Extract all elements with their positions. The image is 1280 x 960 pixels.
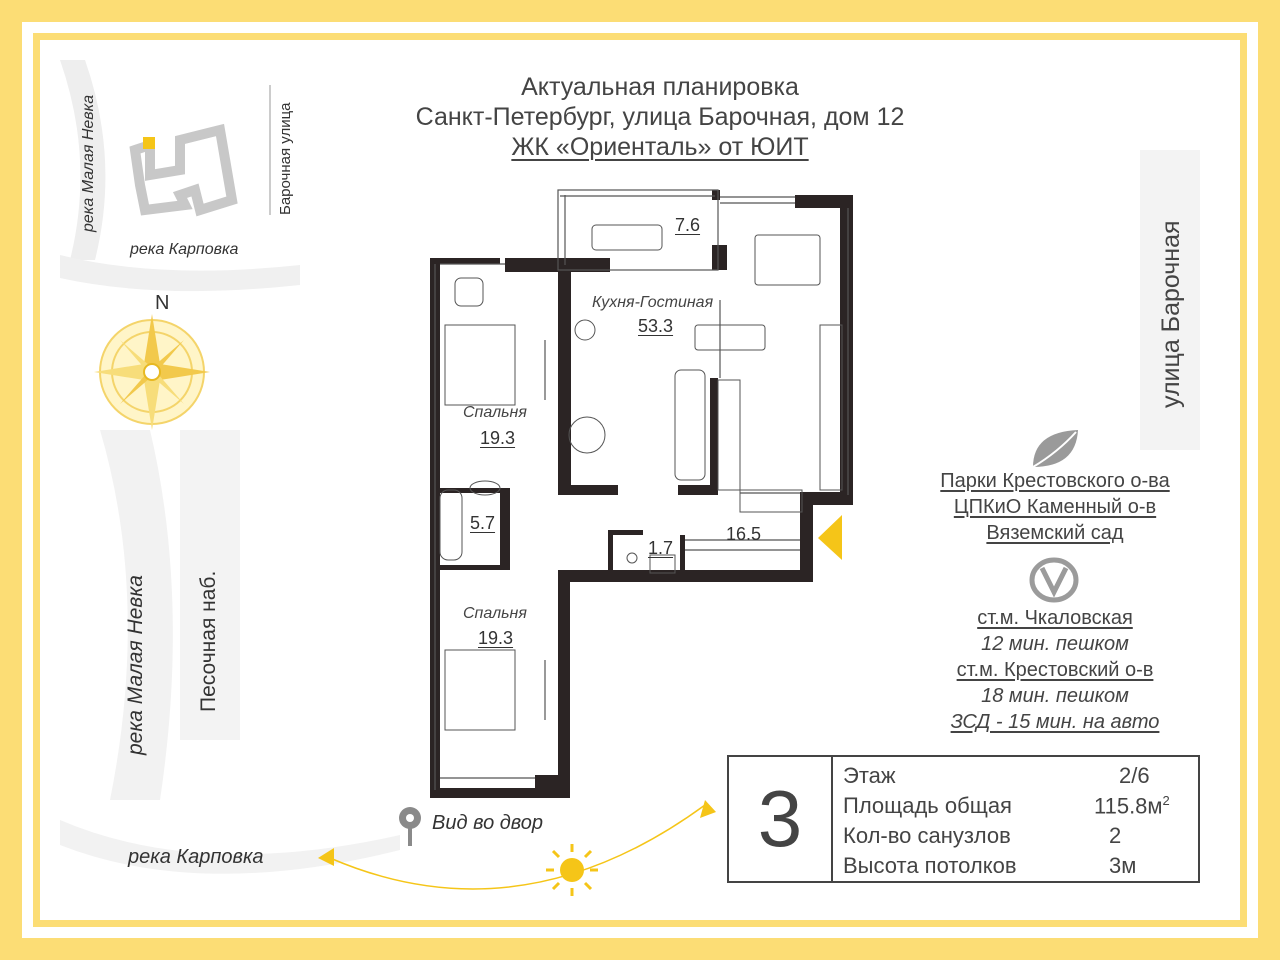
info-area-sup: 2 bbox=[1162, 793, 1170, 808]
info-height-label: Высота потолков bbox=[843, 853, 1017, 878]
room-bedroom2-area: 19.3 bbox=[478, 628, 514, 648]
label-courtyard-view: Вид во двор bbox=[432, 812, 544, 834]
sun-path-arrow-right bbox=[700, 800, 716, 818]
header-line1: Актуальная планировка bbox=[521, 73, 799, 101]
bed1-icon bbox=[445, 325, 515, 405]
info-floor-value: 2/6 bbox=[1119, 763, 1150, 788]
room-bedroom1-name: Спальня bbox=[463, 404, 527, 421]
location-pin-icon bbox=[399, 807, 421, 846]
entrance-arrow-icon bbox=[818, 515, 842, 560]
poi-metro1-time: 12 мин. пешком bbox=[981, 633, 1129, 655]
room-kitchen-name: Кухня-Гостиная bbox=[592, 294, 714, 311]
living-sofa-icon bbox=[675, 370, 705, 480]
header-line2: Санкт-Петербург, улица Барочная, дом 12 bbox=[415, 103, 905, 131]
river-shape-karpovka bbox=[60, 255, 300, 291]
info-bath-label: Кол-во санузлов bbox=[843, 823, 1011, 848]
poi-list bbox=[895, 468, 1215, 546]
poi-metro1: ст.м. Чкаловская bbox=[977, 607, 1133, 629]
label-barochnaya-big: улица Барочная bbox=[1157, 220, 1185, 408]
info-bath-value: 2 bbox=[1109, 823, 1122, 848]
info-divider bbox=[831, 757, 833, 881]
room-bedroom1-area: 19.3 bbox=[480, 428, 516, 448]
poi-metro-list bbox=[895, 605, 1215, 735]
kitchen-cabinet-icon bbox=[718, 380, 740, 490]
round-table-icon bbox=[569, 417, 605, 453]
building-marker bbox=[143, 137, 155, 149]
info-area-label: Площадь общая bbox=[843, 793, 1012, 818]
room-bath-area: 5.7 bbox=[470, 513, 496, 533]
label-barochnaya-small: Барочная улица bbox=[277, 102, 294, 215]
rooms-count: 3 bbox=[757, 774, 803, 863]
label-river-malaya-nevka-left: река Малая Невка bbox=[124, 575, 147, 755]
compass-north-label: N bbox=[155, 292, 170, 314]
poi-park3: Вяземский сад bbox=[986, 522, 1124, 544]
room-kitchen-area: 53.3 bbox=[638, 316, 674, 336]
dining-table-icon bbox=[755, 235, 820, 285]
sun-icon bbox=[546, 844, 598, 896]
balcony-sofa-icon bbox=[592, 225, 662, 250]
metro-icon bbox=[1032, 560, 1076, 600]
label-river-karpovka-bottom: река Карповка bbox=[128, 846, 264, 868]
compass-icon bbox=[94, 314, 210, 430]
room-balcony-area: 7.6 bbox=[675, 215, 701, 235]
leaf-icon bbox=[1033, 430, 1078, 467]
label-embankment: Песочная наб. bbox=[197, 570, 220, 712]
bed2-icon bbox=[445, 650, 515, 730]
room-bedroom2-name: Спальня bbox=[463, 605, 527, 622]
info-area-value-wrap bbox=[1094, 793, 1170, 819]
label-river-malaya-nevka-top: река Малая Невка bbox=[80, 94, 97, 232]
toilet-icon bbox=[627, 553, 637, 563]
info-area-value: 115.8м bbox=[1094, 793, 1163, 819]
armchair-icon bbox=[455, 278, 483, 306]
bathtub-icon bbox=[440, 490, 462, 560]
poi-park2: ЦПКиО Каменный о-в bbox=[953, 496, 1157, 518]
poi-park1: Парки Крестовского о-ва bbox=[940, 470, 1170, 492]
kitchen-counter-icon bbox=[820, 325, 842, 490]
label-river-karpovka-top: река Карповка bbox=[130, 241, 239, 258]
room-wc-area: 1.7 bbox=[648, 538, 674, 558]
kitchen-island-icon bbox=[695, 325, 765, 350]
info-height-value: 3м bbox=[1109, 853, 1137, 878]
info-box bbox=[727, 755, 1200, 883]
building-mini-plan bbox=[135, 130, 232, 210]
poi-metro2-time: 18 мин. пешком bbox=[981, 685, 1129, 707]
header-line3: ЖК «Ориенталь» от ЮИТ bbox=[511, 133, 809, 161]
poi-zsd: ЗСД - 15 мин. на авто bbox=[950, 711, 1160, 733]
poi-metro2: ст.м. Крестовский о-в bbox=[956, 659, 1154, 681]
room-hall-area: 16.5 bbox=[726, 524, 762, 544]
info-floor-label: Этаж bbox=[843, 763, 896, 788]
lamp-icon bbox=[575, 320, 595, 340]
